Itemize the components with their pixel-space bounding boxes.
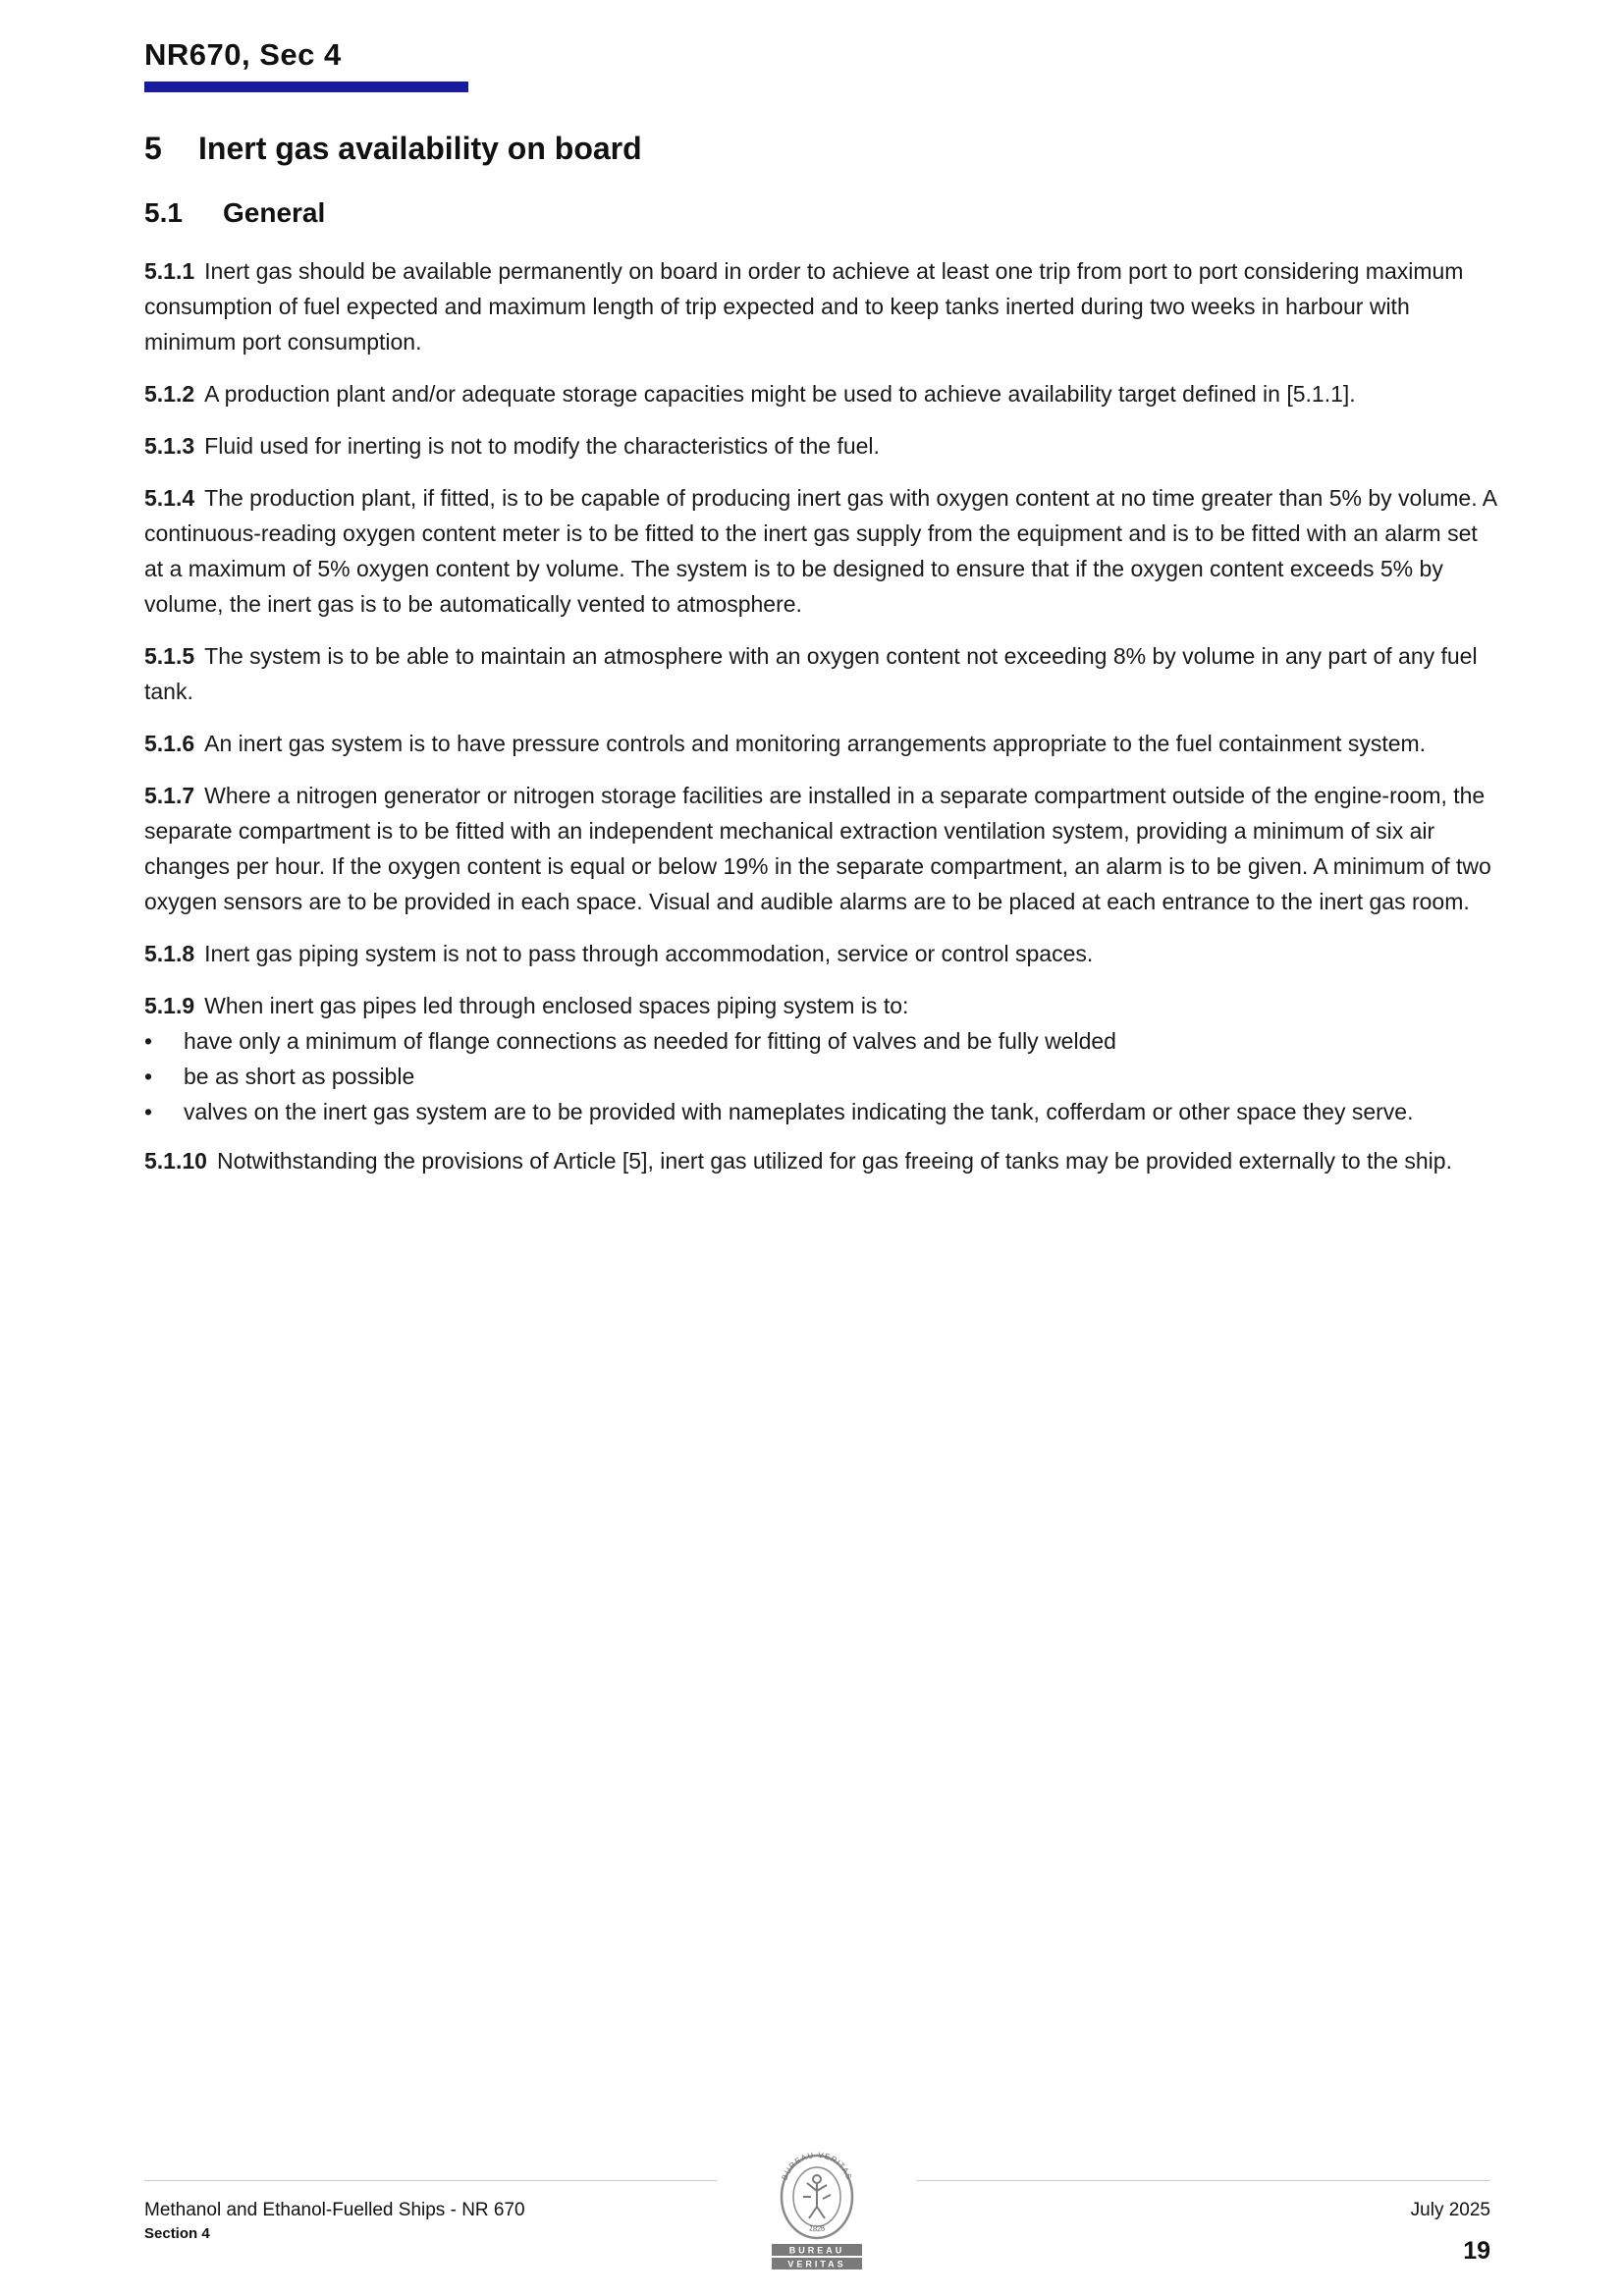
list-item xyxy=(144,1059,1499,1094)
paragraph-5-1-9 xyxy=(144,988,1499,1023)
paragraph-text: An inert gas system is to have pressure controls and monitoring arrangements appropriate to the fuel containment system. xyxy=(204,731,1427,756)
paragraph-text: Fluid used for inerting is not to modify the characteristics of the fuel. xyxy=(204,433,880,459)
page-number: 19 xyxy=(1463,2237,1490,2265)
logo-word-bureau: BUREAU xyxy=(788,2245,845,2256)
paragraph-text: Inert gas should be available permanently on board in order to achieve at least one trip from port to port considering maximum consumption of fuel expected and maximum length of trip expected and to keep tanks inerted during two weeks in harbour with minimum port consumption. xyxy=(144,258,1464,355)
section-number: 5 xyxy=(144,131,162,166)
bullet-marker: • xyxy=(144,1064,153,1089)
paragraph-5-1-6 xyxy=(144,726,1499,761)
running-header: NR670, Sec 4 xyxy=(144,37,342,72)
list-item-text: have only a minimum of flange connections as needed for fitting of valves and be fully welded xyxy=(184,1028,1116,1054)
footer-document-info xyxy=(144,2200,525,2242)
footer-rule-left xyxy=(144,2180,717,2181)
paragraph-5-1-8 xyxy=(144,936,1499,971)
footer-section-label: Section 4 xyxy=(144,2225,210,2242)
paragraph-5-1-5 xyxy=(144,638,1499,709)
list-item xyxy=(144,1023,1499,1059)
paragraph-number: 5.1.6 xyxy=(144,731,195,756)
paragraph-5-1-3 xyxy=(144,428,1499,464)
subsection-heading xyxy=(144,197,325,229)
list-item xyxy=(144,1094,1499,1129)
paragraph-text: Notwithstanding the provisions of Article [5], inert gas utilized for gas freeing of tanks may be provided externally to the ship. xyxy=(216,1148,1452,1174)
paragraph-text: Where a nitrogen generator or nitrogen storage facilities are installed in a separate compartment outside of the engine-room, the separate compartment is to be fitted with an independent mechanical extraction ventilation system, providing a minimum of six air changes per hour. If the oxygen content is equal or below 19% in the separate compartment, an alarm is to be given. A minimum of two oxygen sensors are to be provided in each space. Visual and audible alarms are to be placed at each entrance to the inert gas room. xyxy=(144,783,1491,914)
subsection-title: General xyxy=(223,197,326,228)
footer-doc-title: Methanol and Ethanol-Fuelled Ships - NR 670 xyxy=(144,2200,525,2220)
body-text xyxy=(144,253,1499,1192)
paragraph-text: The system is to be able to maintain an atmosphere with an oxygen content not exceeding 8% by volume in any part of any fuel tank. xyxy=(144,643,1478,704)
paragraph-5-1-10 xyxy=(144,1146,1499,1175)
paragraph-number: 5.1.3 xyxy=(144,433,195,459)
bullet-marker: • xyxy=(144,1099,153,1124)
paragraph-5-1-2 xyxy=(144,376,1499,411)
logo-year: 1828 xyxy=(807,2223,827,2234)
paragraph-text: When inert gas pipes led through enclosed spaces piping system is to: xyxy=(204,993,909,1018)
header-accent-bar xyxy=(144,82,468,92)
bullet-list xyxy=(144,1023,1499,1129)
paragraph-5-1-1 xyxy=(144,253,1499,359)
paragraph-number: 5.1.9 xyxy=(144,993,195,1018)
list-item-text: valves on the inert gas system are to be provided with nameplates indicating the tank, cofferdam or other space they serve. xyxy=(184,1099,1414,1124)
section-title: Inert gas availability on board xyxy=(198,131,642,166)
bureau-veritas-logo xyxy=(764,2148,870,2273)
footer-date: July 2025 xyxy=(1410,2200,1490,2220)
bullet-marker: • xyxy=(144,1028,153,1054)
section-heading xyxy=(144,131,642,167)
paragraph-text: The production plant, if fitted, is to be capable of producing inert gas with oxygen content at no time greater than 5% by volume. A continuous-reading oxygen content meter is to be fitted to the inert gas supply from the equipment and is to be fitted with an alarm set at a maximum of 5% oxygen content by volume. The system is to be designed to ensure that if the oxygen content exceeds 5% by volume, the inert gas is to be automatically vented to atmosphere. xyxy=(144,485,1496,617)
logo-word-veritas: VERITAS xyxy=(787,2259,846,2269)
paragraph-5-1-4 xyxy=(144,480,1499,622)
paragraph-number: 5.1.2 xyxy=(144,381,195,407)
paragraph-number: 5.1.8 xyxy=(144,941,195,966)
paragraph-number: 5.1.10 xyxy=(144,1148,207,1174)
logo-ring-text: BUREAU VERITAS xyxy=(780,2150,854,2182)
footer-rule-right xyxy=(917,2180,1490,2181)
paragraph-number: 5.1.4 xyxy=(144,485,195,511)
list-item-text: be as short as possible xyxy=(184,1064,415,1089)
subsection-number: 5.1 xyxy=(144,197,183,228)
paragraph-text: A production plant and/or adequate storage capacities might be used to achieve availability target defined in [5.1.1]. xyxy=(204,381,1356,407)
paragraph-number: 5.1.5 xyxy=(144,643,195,669)
paragraph-number: 5.1.1 xyxy=(144,258,195,284)
paragraph-number: 5.1.7 xyxy=(144,783,195,808)
paragraph-5-1-7 xyxy=(144,778,1499,919)
paragraph-text: Inert gas piping system is not to pass through accommodation, service or control spaces. xyxy=(204,941,1094,966)
logo-figure-icon xyxy=(803,2175,831,2218)
